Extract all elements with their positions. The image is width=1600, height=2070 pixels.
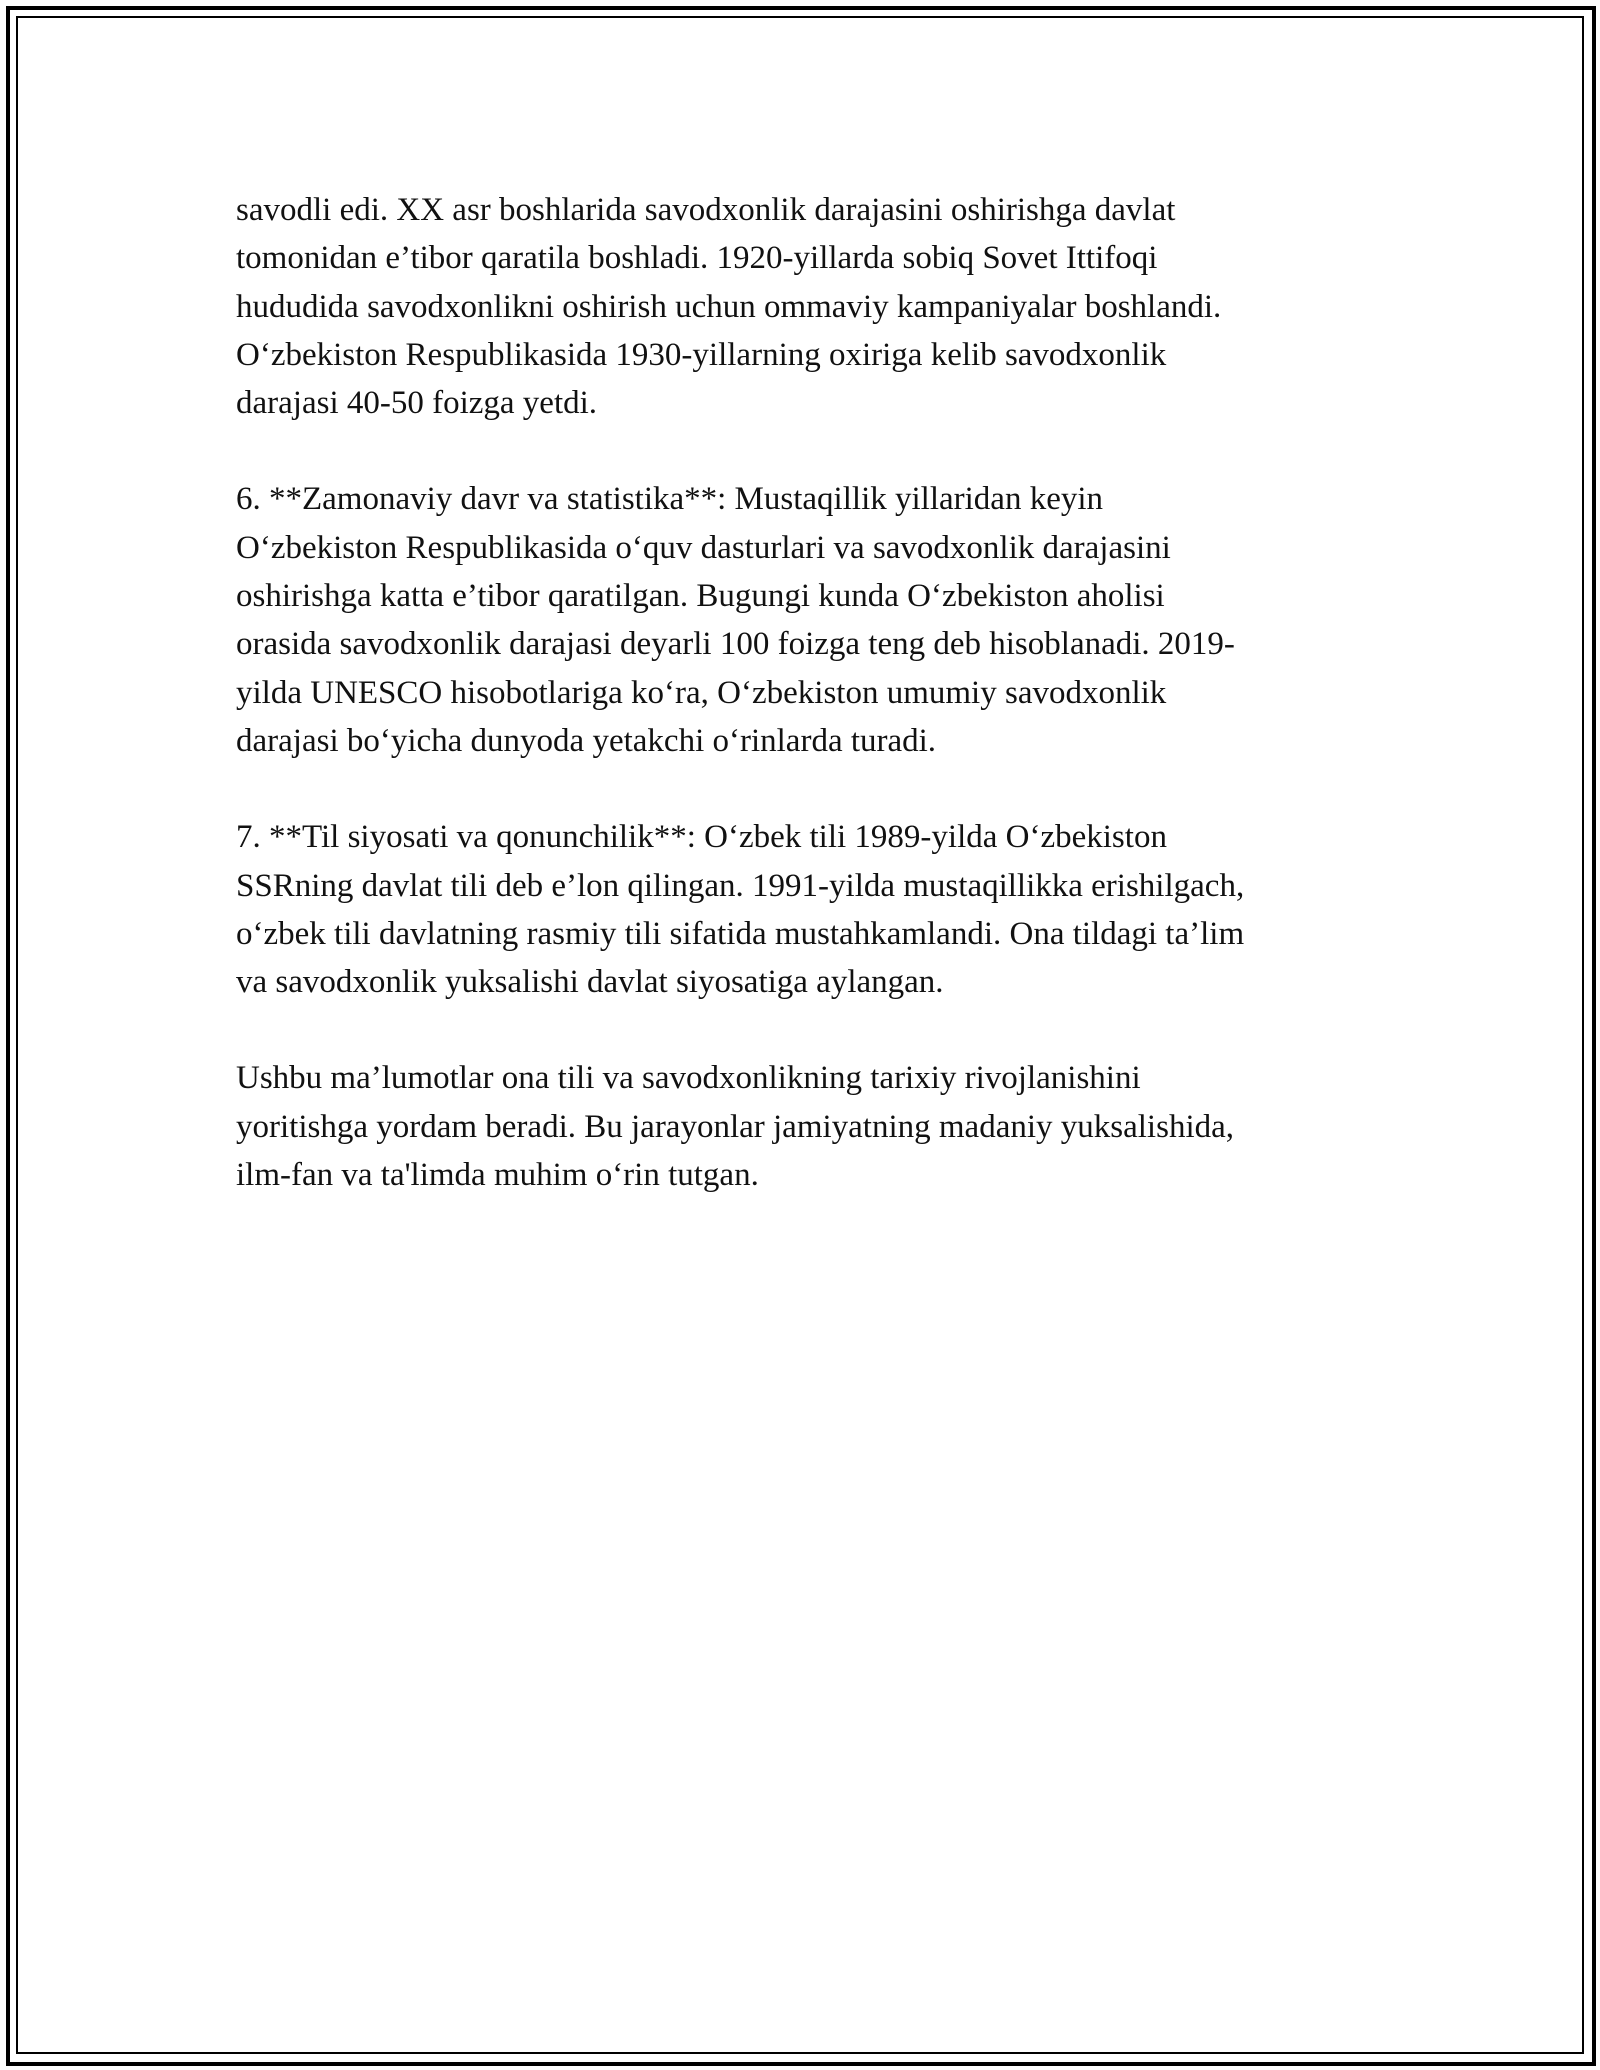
text-line: 6. **Zamonaviy davr va statistika**: Mustaqillik yillaridan keyin: [236, 481, 1104, 518]
text-line: orasida savodxonlik darajasi deyarli 100 foizga teng deb hisoblanadi. 2019-: [236, 626, 1235, 663]
paragraph-modern-era-statistics: [236, 475, 1386, 765]
document-body: [236, 186, 1386, 1247]
paragraph-literacy-history: [236, 186, 1386, 427]
text-line: o‘zbek tili davlatning rasmiy tili sifatida mustahkamlandi. Ona tildagi ta’lim: [236, 915, 1245, 952]
text-line: SSRning davlat tili deb e’lon qilingan. 1991-yilda mustaqillikka erishilgach,: [236, 867, 1245, 904]
paragraph-language-policy: [236, 813, 1386, 1006]
text-line: savodli edi. XX asr boshlarida savodxonlik darajasini oshirishga davlat: [236, 192, 1176, 228]
paragraph-conclusion: [236, 1054, 1386, 1199]
text-line: O‘zbekiston Respublikasida 1930-yillarning oxiriga kelib savodxonlik: [236, 336, 1167, 373]
text-line: 7. **Til siyosati va qonunchilik**: O‘zbek tili 1989-yilda O‘zbekiston: [236, 819, 1167, 856]
text-line: oshirishga katta e’tibor qaratilgan. Bugungi kunda O‘zbekiston aholisi: [236, 578, 1165, 615]
text-line: tomonidan e’tibor qaratila boshladi. 1920-yillarda sobiq Sovet Ittifoqi: [236, 240, 1158, 277]
text-line: Ushbu ma’lumotlar ona tili va savodxonlikning tarixiy rivojlanishini: [236, 1060, 1141, 1097]
text-line: ilm-fan va ta'limda muhim o‘rin tutgan.: [236, 1157, 759, 1194]
text-line: darajasi bo‘yicha dunyoda yetakchi o‘rinlarda turadi.: [236, 722, 937, 759]
text-line: darajasi 40-50 foizga yetdi.: [236, 385, 598, 422]
text-line: va savodxonlik yuksalishi davlat siyosatiga aylangan.: [236, 964, 944, 1001]
text-line: yilda UNESCO hisobotlariga ko‘ra, O‘zbekiston umumiy savodxonlik: [236, 674, 1167, 711]
text-line: hududida savodxonlikni oshirish uchun ommaviy kampaniyalar boshlandi.: [236, 288, 1222, 325]
text-line: yoritishga yordam beradi. Bu jarayonlar jamiyatning madaniy yuksalishida,: [236, 1108, 1235, 1145]
text-line: O‘zbekiston Respublikasida o‘quv dasturlari va savodxonlik darajasini: [236, 529, 1171, 566]
